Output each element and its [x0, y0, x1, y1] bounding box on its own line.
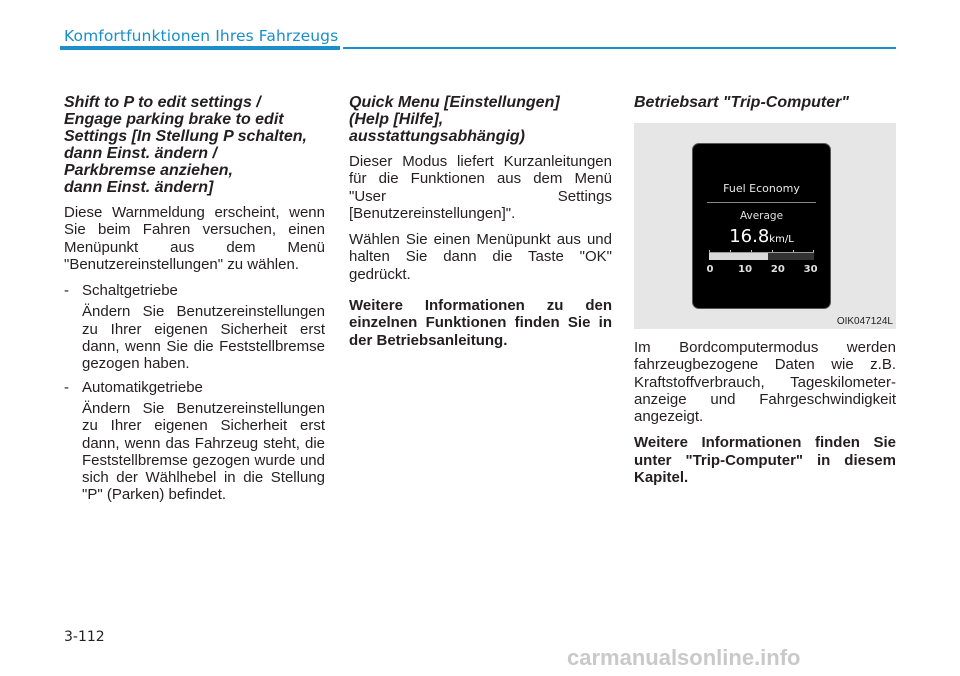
heading-line: (Help [Hilfe], [349, 111, 444, 128]
scale-label: 0 [706, 264, 714, 275]
column-3 [634, 94, 896, 495]
heading-quick-menu [349, 94, 612, 145]
paragraph: Dieser Modus liefert Kurzanleitungen für die Funktionen aus dem Menü "User Settings [Benutzereinstellungen]". [349, 153, 612, 222]
bullet-text: Ändern Sie Benutzereinstellungen zu Ihrer eigenen Sicherheit erst dann, wenn das Fahrzeug steht, die Feststellbremse gezogen wurde und sich der Wählhebel in die Stellung "P" (Parken) befindet. [82, 399, 325, 504]
cluster-display [692, 143, 831, 309]
heading-shift-to-p [64, 94, 325, 196]
paragraph-bold: Weitere Informationen finden Sie unter "Trip-Computer" in diesem Kapitel. [634, 434, 896, 487]
heading-line: dann Einst. ändern / [64, 145, 217, 162]
figure-fuel-economy [634, 123, 896, 329]
value-number: 16.8 [729, 226, 770, 247]
heading-line: Settings [In Stellung P schalten, [64, 128, 307, 145]
bullet-text: Ändern Sie Benutzereinstellungen zu Ihrer eigenen Sicherheit erst dann, wenn Sie die Feststellbremse gezogen haben. [82, 303, 325, 373]
paragraph: Diese Warnmeldung erscheint, wenn Sie beim Fahren versuchen, einen Menüpunkt aus dem Menü "Benutzereinstellungen" zu wählen. [64, 204, 325, 273]
section-title: Komfortfunktionen Ihres Fahrzeugs [64, 27, 339, 45]
display-divider [707, 202, 816, 203]
heading-line: Parkbremse anziehen, [64, 162, 233, 179]
bullet-label: Schaltgetriebe [82, 282, 178, 300]
heading-line: ausstattungsabhängig) [349, 128, 526, 145]
header-rule-thick [60, 46, 340, 50]
header-rule-thin [343, 47, 896, 49]
bullet-dash: - [64, 282, 69, 300]
bullet-dash: - [64, 378, 69, 396]
heading-line: Engage parking brake to edit [64, 111, 284, 128]
heading-line: Shift to P to edit settings / [64, 94, 261, 111]
heading-trip-computer: Betriebsart "Trip-Computer" [634, 94, 849, 111]
figure-code: OIK047124L [836, 316, 893, 327]
list-item [64, 379, 325, 396]
value-unit: km/L [769, 234, 794, 245]
display-title: Fuel Economy [723, 182, 800, 195]
scale-label: 20 [770, 264, 785, 275]
column-1 [64, 94, 325, 510]
bar-scale [703, 264, 820, 276]
page-number: 3-112 [64, 629, 105, 645]
list-item [64, 282, 325, 299]
paragraph-bold: Weitere Informationen zu den einzelnen Funktionen finden Sie in der Betriebsanleitung. [349, 297, 612, 349]
column-2 [349, 94, 612, 358]
scale-label: 30 [803, 264, 818, 275]
paragraph: Im Bordcomputermodus werden fahrzeugbezogene Daten wie z.B. Kraftstoffverbrauch, Tageskilometer-anzeige und Fahrgeschwindigkeit angezeigt. [634, 339, 896, 426]
display-subtitle: Average [739, 210, 784, 222]
fuel-economy-value [693, 226, 830, 247]
heading-line: Quick Menu [Einstellungen] [349, 94, 560, 111]
fuel-bar-fill [709, 253, 768, 260]
scale-label: 10 [738, 264, 753, 275]
paragraph: Wählen Sie einen Menüpunkt aus und halten Sie dann die Taste "OK" gedrückt. [349, 231, 612, 283]
watermark: carmanualsonline.info [567, 645, 801, 670]
heading-line: dann Einst. ändern] [64, 179, 214, 196]
fuel-bar-track [709, 252, 814, 260]
bullet-label: Automatikgetriebe [82, 378, 203, 396]
